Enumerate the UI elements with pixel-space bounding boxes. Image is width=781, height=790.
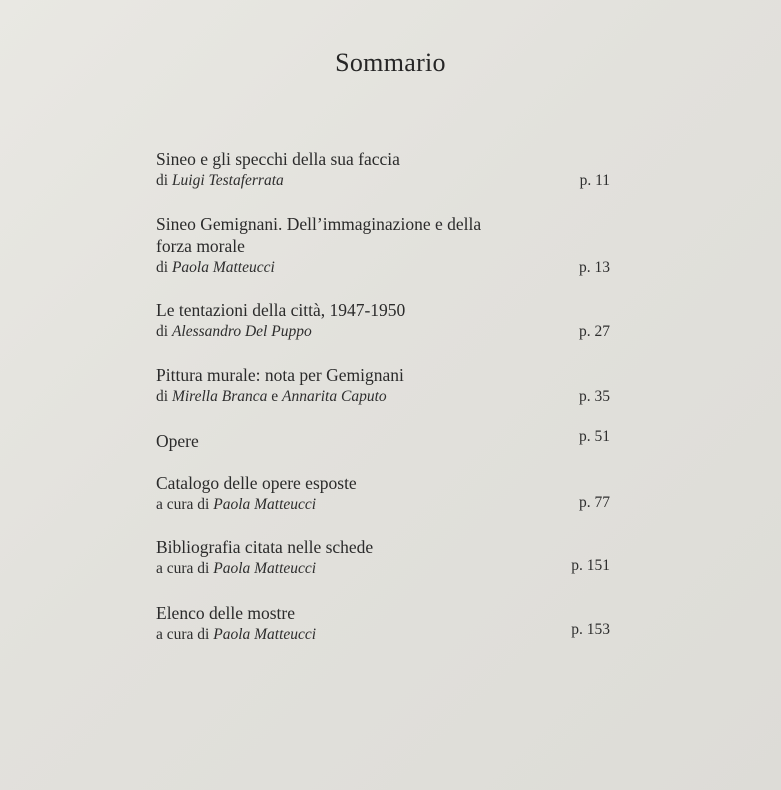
entry-page-number: p. 35	[579, 388, 610, 405]
entry-title: Sineo e gli specchi della sua faccia	[156, 149, 400, 169]
entry-author: Paola Matteucci	[213, 626, 317, 643]
entry-title: Elenco delle mostre	[156, 603, 295, 623]
entry-author: Paola Matteucci	[213, 496, 317, 513]
entry-author: Paola Matteucci	[171, 259, 275, 276]
toc-entry	[156, 430, 610, 452]
toc-entry	[156, 602, 610, 646]
byline-prefix: di	[156, 323, 169, 340]
entry-title: Catalogo delle opere esposte	[156, 473, 357, 493]
entry-author: Luigi Testaferrata	[171, 172, 284, 189]
entry-page-number: p. 51	[579, 428, 610, 445]
entry-byline	[156, 170, 610, 192]
entry-author: Paola Matteucci	[213, 560, 317, 577]
entry-byline	[156, 558, 610, 580]
entry-author: Mirella Branca	[171, 388, 268, 405]
entry-author-2: Annarita Caputo	[282, 388, 387, 405]
entry-page-number: p. 11	[579, 172, 610, 189]
entry-page-number: p. 153	[571, 621, 610, 638]
byline-conjunction: e	[271, 388, 279, 405]
entry-byline	[156, 386, 610, 408]
entry-title-continued: forza morale	[156, 236, 245, 256]
toc-entry	[156, 148, 610, 192]
byline-prefix: di	[156, 259, 169, 276]
entry-byline	[156, 257, 610, 279]
byline-prefix: a cura di	[156, 496, 210, 513]
entry-author: Alessandro Del Puppo	[171, 323, 312, 340]
entry-page-number: p. 27	[579, 323, 610, 340]
byline-prefix: di	[156, 172, 169, 189]
toc-entry	[156, 536, 610, 580]
byline-prefix: a cura di	[156, 560, 210, 577]
entry-title: Bibliografia citata nelle schede	[156, 537, 374, 557]
entry-title: Le tentazioni della città, 1947-1950	[156, 300, 406, 320]
page-title: Sommario	[335, 48, 446, 77]
toc-entry	[156, 299, 610, 343]
entry-title: Opere	[156, 431, 199, 451]
entry-page-number: p. 13	[579, 259, 610, 276]
toc-entry	[156, 213, 610, 279]
toc-entry	[156, 472, 610, 516]
entry-byline	[156, 624, 610, 646]
entry-title: Pittura murale: nota per Gemignani	[156, 365, 404, 385]
entry-byline	[156, 321, 610, 343]
entry-title: Sineo Gemignani. Dell’immaginazione e della	[156, 214, 482, 234]
byline-prefix: di	[156, 388, 169, 405]
byline-prefix: a cura di	[156, 626, 210, 643]
entry-page-number: p. 151	[571, 557, 610, 574]
toc-entry	[156, 364, 610, 408]
entry-byline	[156, 494, 610, 516]
entry-page-number: p. 77	[579, 494, 610, 511]
